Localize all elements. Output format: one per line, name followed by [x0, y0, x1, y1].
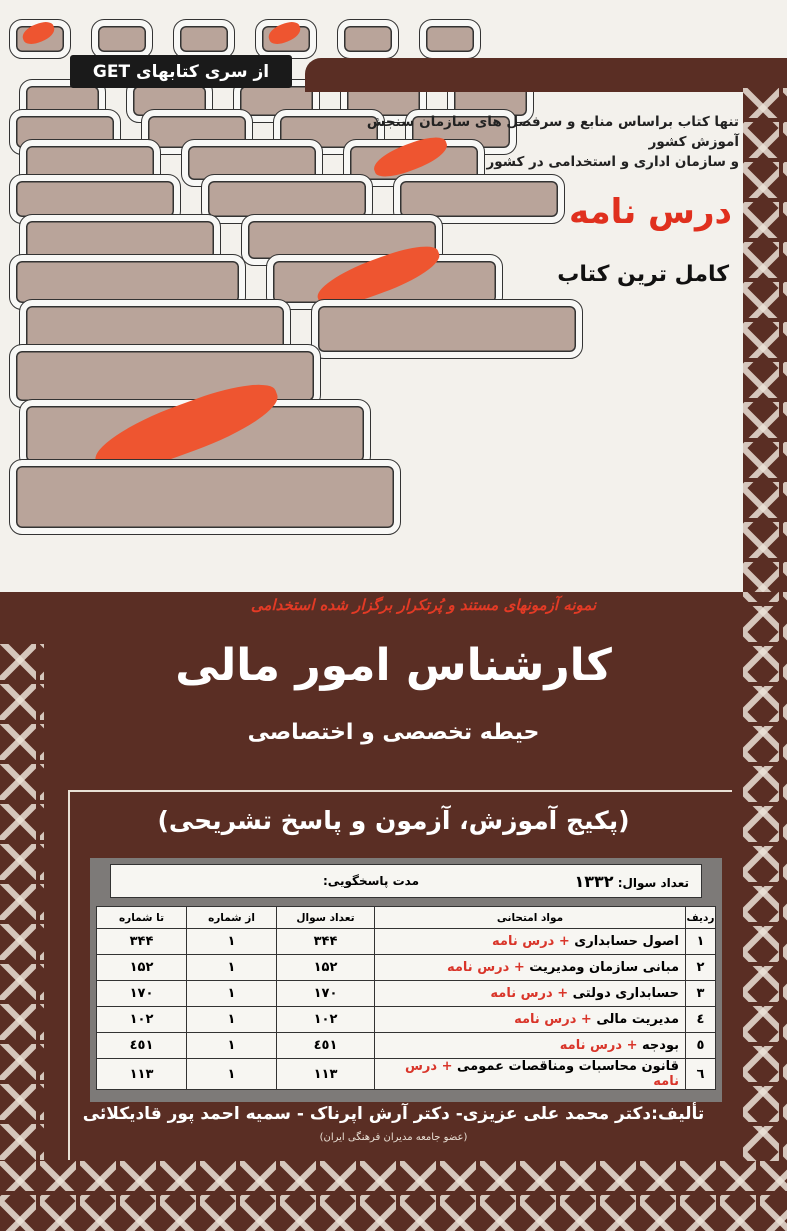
table-row: [97, 929, 716, 955]
subject-cell: [375, 929, 686, 955]
row-number: ۳: [686, 981, 716, 1007]
row-number: ۲: [686, 955, 716, 981]
subject-suffix: + درس نامه: [490, 986, 569, 1001]
subject-name: قانون محاسبات ومناقصات عمومی: [457, 1059, 679, 1074]
pattern-border-bottom: [0, 1161, 787, 1231]
subject-suffix: + درس نامه: [514, 1012, 592, 1027]
sample-line: نمونه آزمونهای مستند و پُرتکرار برگزار شده استخدامی: [250, 596, 597, 614]
table-row: [97, 981, 716, 1007]
subject-suffix: + درس نامه: [492, 934, 570, 949]
pattern-border-right: [743, 88, 787, 598]
tagline-line: و سازمان اداری و استخدامی در کشور: [486, 154, 739, 170]
box-illustration: [420, 20, 480, 58]
to-cell: ۱۵۲: [97, 955, 187, 981]
to-cell: ۱۱۳: [97, 1059, 187, 1090]
author-affiliation: (عضو جامعه مدیران فرهنگی ایران): [319, 1132, 468, 1143]
box-illustration: [338, 20, 398, 58]
count-label: تعداد سوال:: [617, 875, 689, 890]
top-brown-bar: [305, 58, 787, 92]
subject-cell: [375, 955, 686, 981]
header-from: از شماره: [187, 907, 277, 929]
subject-name: حسابداری دولتی: [572, 986, 679, 1001]
subject-cell: [375, 981, 686, 1007]
to-cell: ۳۴۴: [97, 929, 187, 955]
header-subject: مواد امتحانی: [375, 907, 686, 929]
box-illustration: [10, 460, 400, 534]
count-cell: ٤٥۱: [277, 1033, 375, 1059]
header-count: تعداد سوال: [277, 907, 375, 929]
header-row-num: ردیف: [686, 907, 716, 929]
subject-suffix: + درس نامه: [559, 1038, 638, 1053]
subject-suffix: + درس نامه: [446, 960, 525, 975]
kamel-heading: کامل ترین کتاب: [557, 262, 729, 287]
subject-name: مبانی سازمان ومدیریت: [529, 960, 679, 975]
count-cell: ۳۴۴: [277, 929, 375, 955]
count-value: ۱۳۳۲: [574, 871, 614, 891]
table-row: [97, 1033, 716, 1059]
tagline: [319, 112, 739, 172]
box-illustration: [174, 20, 234, 58]
dars-name-heading: درس نامه: [569, 192, 732, 232]
from-cell: ۱: [187, 929, 277, 955]
header-to: تا شماره: [97, 907, 187, 929]
table-row: [97, 1007, 716, 1033]
authors: تألیف:دکتر محمد علی عزیزی- دکتر آرش اپرناک - سمیه احمد پور قادیکلائی: [82, 1104, 705, 1124]
to-cell: ٤٥۱: [97, 1033, 187, 1059]
from-cell: ۱: [187, 955, 277, 981]
count-cell: ۱۵۲: [277, 955, 375, 981]
subject-cell: [375, 1033, 686, 1059]
package-line: (پکیج آموزش، آزمون و پاسخ تشریحی): [157, 806, 630, 835]
subjects-table-box: [90, 858, 722, 1102]
subject-cell: [375, 1007, 686, 1033]
subject-name: مدیریت مالی: [596, 1012, 679, 1027]
box-illustration: [312, 300, 582, 358]
from-cell: ۱: [187, 1033, 277, 1059]
to-cell: ۱۰۲: [97, 1007, 187, 1033]
from-cell: ۱: [187, 981, 277, 1007]
tagline-line: تنها کتاب براساس منابع و سرفصل های سازمان سنجش آموزش کشور: [366, 114, 739, 150]
row-number: ٦: [686, 1059, 716, 1090]
pattern-border-left: [0, 640, 44, 1160]
subject-cell: [375, 1059, 686, 1090]
series-label: از سری کتابهای GET: [70, 55, 292, 88]
question-count: [574, 872, 689, 891]
book-title: کارشناس امور مالی: [175, 640, 612, 691]
subjects-table: [96, 906, 716, 1090]
box-illustration: [92, 20, 152, 58]
book-subtitle: حیطه تخصصی و اختصاصی: [247, 720, 540, 745]
from-cell: ۱: [187, 1059, 277, 1090]
from-cell: ۱: [187, 1007, 277, 1033]
row-number: ٤: [686, 1007, 716, 1033]
count-cell: ۱۱۳: [277, 1059, 375, 1090]
divider: [70, 790, 732, 792]
row-number: ٥: [686, 1033, 716, 1059]
count-cell: ۱۷۰: [277, 981, 375, 1007]
table-row: [97, 955, 716, 981]
duration-label: مدت پاسخگویی:: [323, 874, 420, 888]
row-number: ۱: [686, 929, 716, 955]
table-row: [97, 1059, 716, 1090]
info-bar: [110, 864, 702, 898]
subject-suffix: + درس نامه: [404, 1059, 679, 1089]
to-cell: ۱۷۰: [97, 981, 187, 1007]
count-cell: ۱۰۲: [277, 1007, 375, 1033]
subject-name: اصول حسابداری: [574, 934, 679, 949]
subject-name: بودجه: [642, 1038, 679, 1053]
